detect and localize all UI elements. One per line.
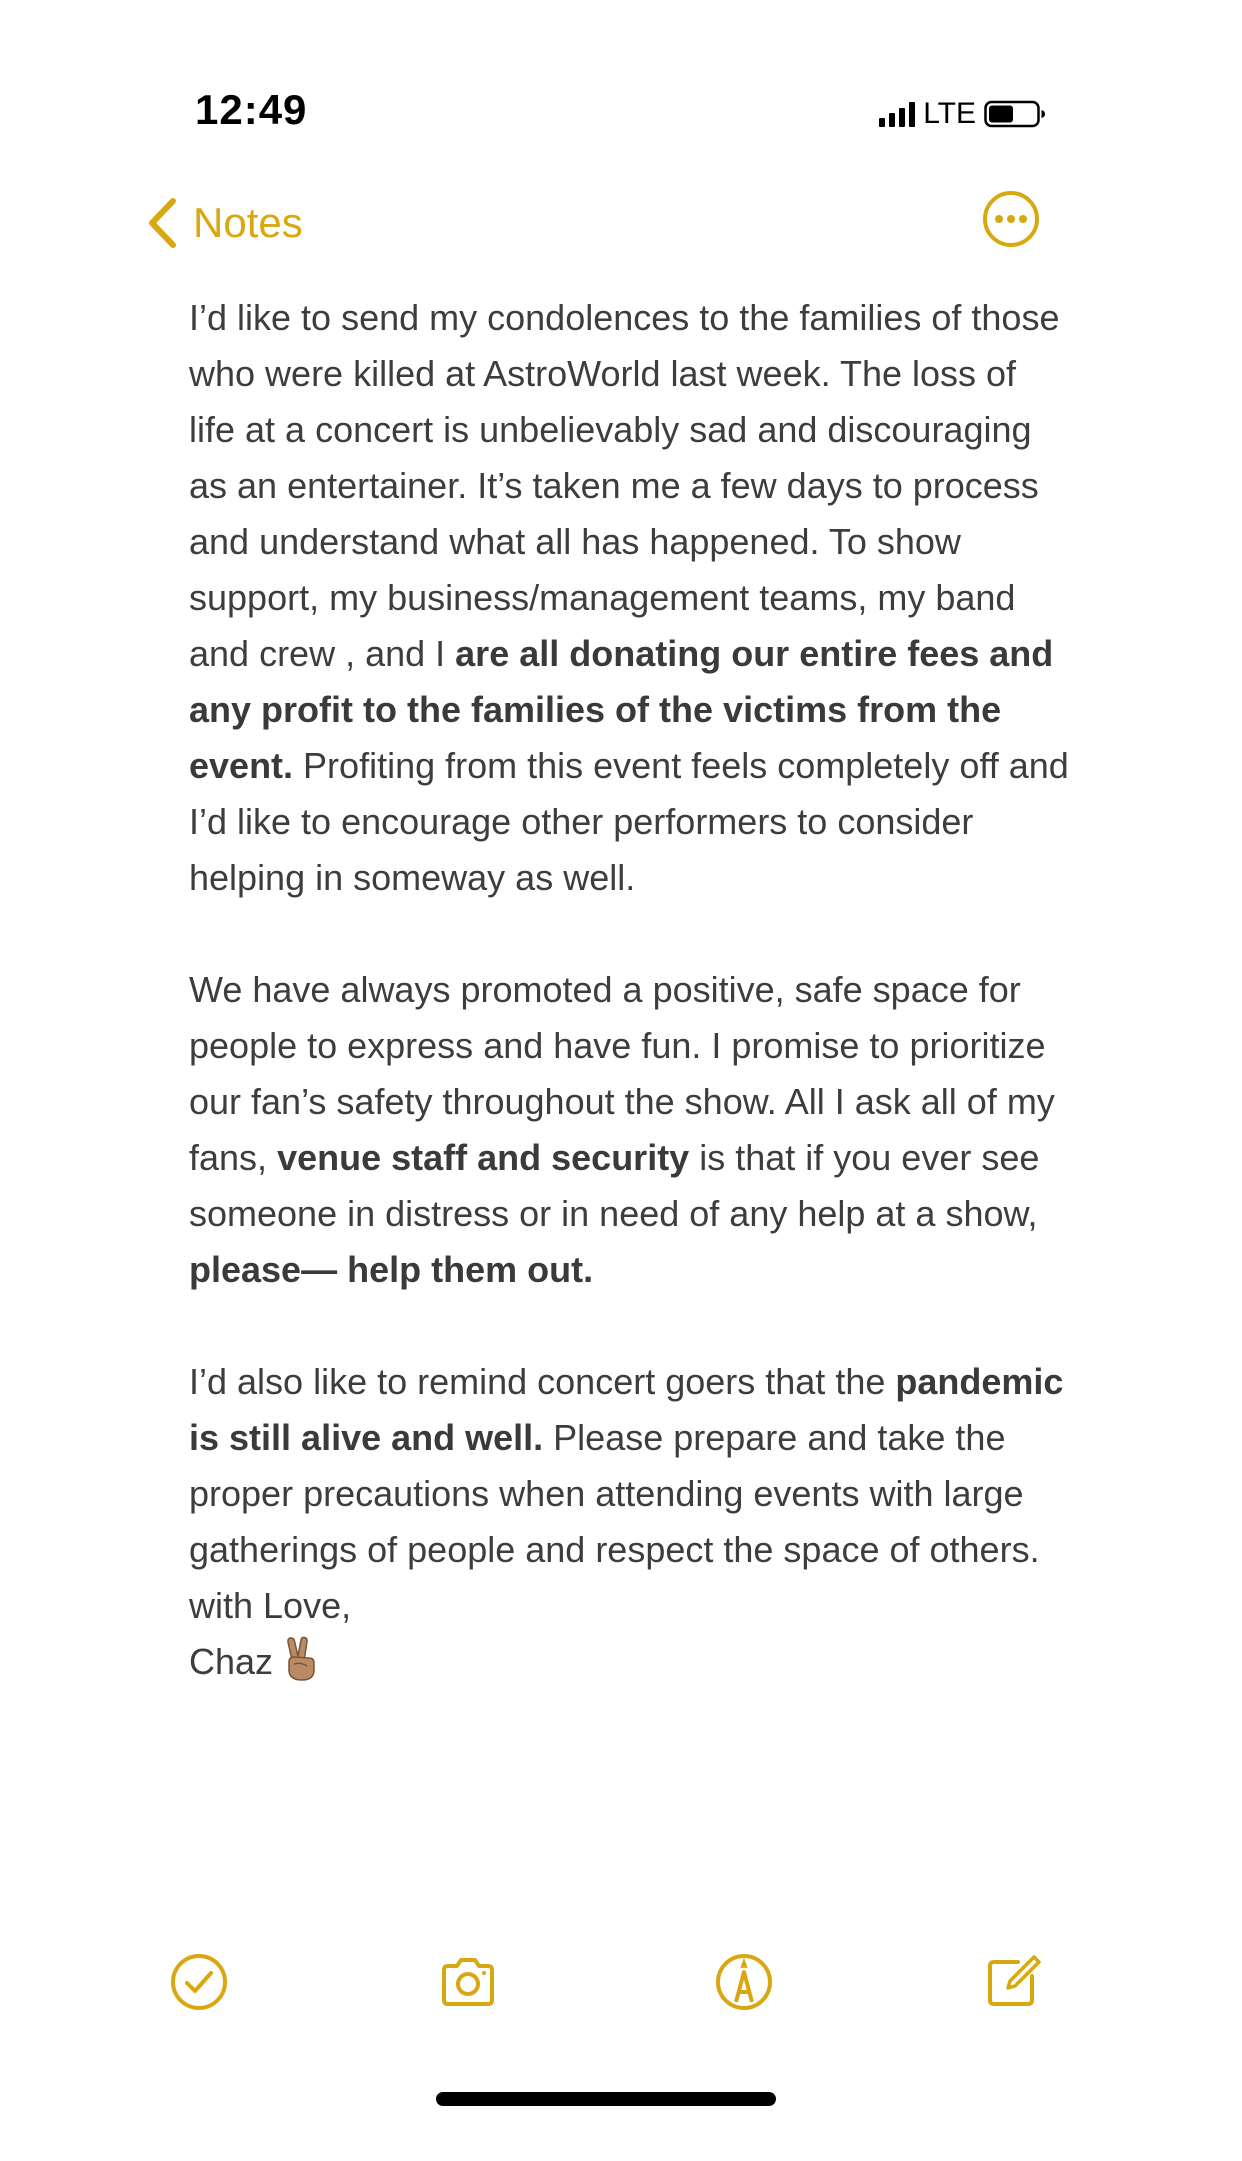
camera-icon[interactable] <box>436 1950 500 2014</box>
home-indicator[interactable] <box>436 2092 776 2106</box>
note-text: We have always promoted a positive, safe space for people to express and have fun. I promise to prioritize our fan’s safety throughout the show. All I ask all of my fans, <box>189 969 1055 1178</box>
note-text: Profiting from this event feels completely off and I’d like to encourage other performers to consider helping in someway as well. <box>189 745 1069 898</box>
compose-icon[interactable] <box>980 1950 1044 2014</box>
note-signoff: with Love, <box>189 1585 352 1626</box>
note-text: is that if you ever see someone in distress or in need of any help at a show, <box>189 1137 1040 1234</box>
note-text: I’d like to send my condolences to the families of those who were killed at AstroWorld last week. The loss of life at a concert is unbelievably sad and discouraging as an entertainer. It’s taken me a few days to process and understand what all has happened. To show support, my business/management teams, my band and crew , and I <box>189 297 1060 674</box>
note-bold-text: please— help them out. <box>189 1249 594 1290</box>
note-text: Please prepare and take the proper precautions when attending events with large gatherings of people and respect the space of others. <box>189 1417 1040 1570</box>
note-paragraph <box>189 1354 1069 1578</box>
checklist-icon[interactable] <box>167 1950 231 2014</box>
battery-icon <box>984 100 1046 128</box>
status-time: 12:49 <box>195 86 308 133</box>
note-bold-text: venue staff and security <box>277 1137 690 1178</box>
markup-icon[interactable] <box>712 1950 776 2014</box>
paragraph-spacer <box>189 1298 1069 1354</box>
chevron-left-icon <box>145 196 179 250</box>
victory-hand-emoji <box>281 1636 321 1682</box>
status-bar <box>0 0 1242 170</box>
note-paragraph <box>189 962 1069 1298</box>
note-text: I’d also like to remind concert goers that the <box>189 1361 896 1402</box>
note-bold-text: are all donating our entire fees and any profit to the families of the victims from the event. <box>189 633 1054 786</box>
ellipsis-circle-icon[interactable] <box>982 190 1040 248</box>
note-signature-line <box>189 1634 1069 1690</box>
back-label: Notes <box>193 199 303 246</box>
note-signature: Chaz <box>189 1641 274 1682</box>
cellular-signal-icon <box>879 101 915 127</box>
bottom-toolbar <box>0 1950 1242 2020</box>
network-label: LTE <box>923 97 976 130</box>
nav-bar <box>0 190 1242 260</box>
paragraph-spacer <box>189 906 1069 962</box>
status-indicators <box>879 96 1046 132</box>
back-button[interactable] <box>145 196 303 250</box>
note-bold-text: pandemic is still alive and well. <box>189 1361 1064 1458</box>
note-paragraph <box>189 290 1069 906</box>
note-body[interactable] <box>189 290 1069 1690</box>
